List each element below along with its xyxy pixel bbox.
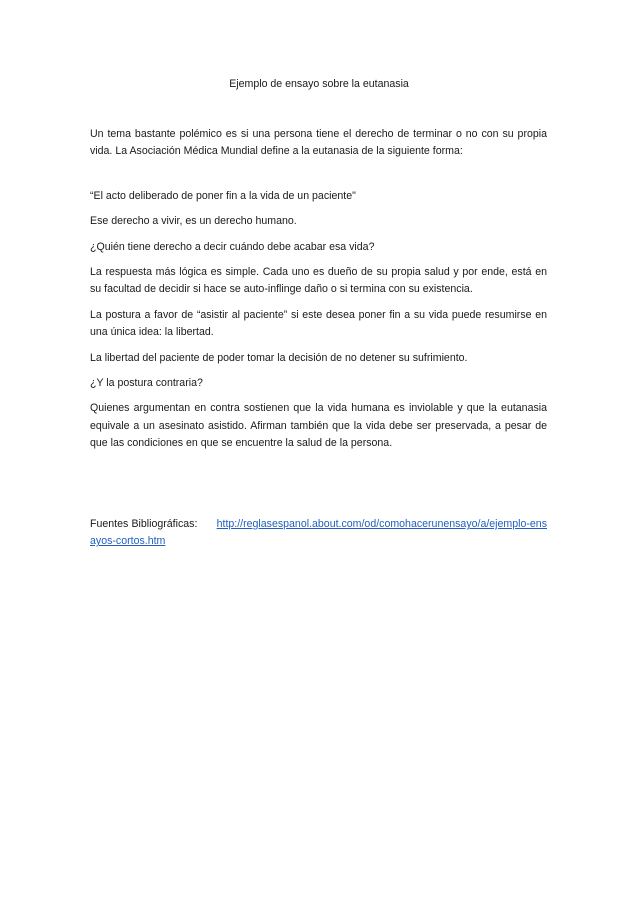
document-title: Ejemplo de ensayo sobre la eutanasia xyxy=(229,78,409,90)
paragraph-position-against: Quienes argumentan en contra sostienen que la vida humana es inviolable y que la eutanasia equivale a un asesinato asistido. Afirman también que la vida debe ser preservada, a pesar de que las condiciones en que se encuentre la salud de la persona. xyxy=(90,402,547,450)
paragraph-position-for: La postura a favor de “asistir al paciente” si este desea poner fin a su vida puede resumirse en una única idea: la libertad. xyxy=(90,308,547,339)
paragraph-logical-answer: La respuesta más lógica es simple. Cada uno es dueño de su propia salud y por ende, está en su facultad de decidir si hace se auto-inflinge daño o si termina con su existencia. xyxy=(90,266,547,296)
essay-body xyxy=(90,126,547,461)
sources-section xyxy=(90,516,547,551)
sources-link[interactable]: http://reglasespanol.about.com/od/comohacerunensayo/a/ejemplo-ensayos-cortos.htm xyxy=(90,518,547,548)
paragraph-patient-freedom: La libertad del paciente de poder tomar la decisión de no detener su sufrimiento. xyxy=(90,351,468,364)
paragraph-question-contrary: ¿Y la postura contraria? xyxy=(90,377,203,390)
paragraph-intro: Un tema bastante polémico es si una persona tiene el derecho de terminar o no con su propia vida. La Asociación Médica Mundial define a la eutanasia de la siguiente forma: xyxy=(90,128,547,158)
sources-label: Fuentes Bibliográficas: xyxy=(90,518,198,530)
paragraph-quote: “El acto deliberado de poner fin a la vida de un paciente" xyxy=(90,189,356,202)
paragraph-question-who: ¿Quién tiene derecho a decir cuándo debe acabar esa vida? xyxy=(90,240,375,253)
paragraph-right-to-live: Ese derecho a vivir, es un derecho humano. xyxy=(90,215,297,228)
